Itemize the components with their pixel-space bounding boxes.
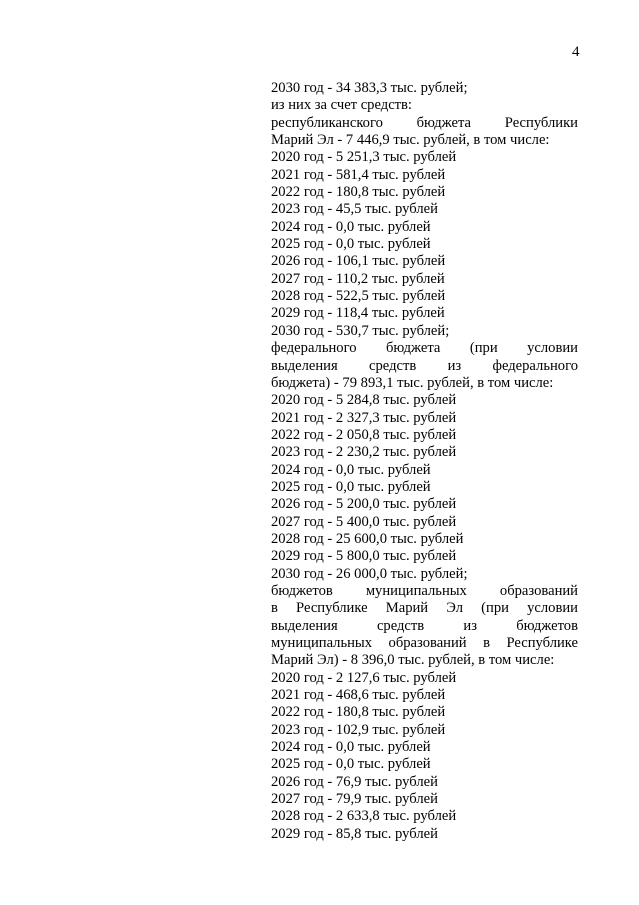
text-line: 2025 год - 0,0 тыс. рублей	[271, 478, 431, 495]
text-line: 2024 год - 0,0 тыс. рублей	[271, 218, 431, 235]
text-line: муниципальных образований в Республике	[271, 635, 578, 651]
text-line: федерального бюджета (при условии	[271, 340, 578, 357]
text-line: 2030 год - 530,7 тыс. рублей;	[271, 322, 450, 339]
text-line: 2023 год - 2 230,2 тыс. рублей	[271, 444, 457, 461]
text-line: 2022 год - 180,8 тыс. рублей	[271, 184, 446, 201]
text-line: из них за счет средств:	[271, 97, 412, 114]
text-line: 2029 год - 85,8 тыс. рублей	[271, 825, 438, 842]
text-line: 2029 год - 5 800,0 тыс. рублей	[271, 548, 457, 565]
text-line: 2025 год - 0,0 тыс. рублей	[271, 756, 431, 773]
text-line: 2020 год - 5 284,8 тыс. рублей	[271, 392, 457, 409]
text-line: бюджета) - 79 893,1 тыс. рублей, в том числе:	[271, 374, 554, 391]
text-line: 2021 год - 581,4 тыс. рублей	[271, 166, 446, 183]
text-line: 2027 год - 5 400,0 тыс. рублей	[271, 513, 457, 530]
text-line: 2028 год - 522,5 тыс. рублей	[271, 288, 446, 305]
text-line: 2021 год - 468,6 тыс. рублей	[271, 687, 446, 704]
text-line: 2023 год - 102,9 тыс. рублей	[271, 721, 446, 738]
text-line: 2022 год - 180,8 тыс. рублей	[271, 704, 446, 721]
text-line: 2030 год - 34 383,3 тыс. рублей;	[271, 80, 468, 96]
text-line: 2026 год - 76,9 тыс. рублей	[271, 773, 438, 790]
text-line: 2026 год - 5 200,0 тыс. рублей	[271, 496, 457, 513]
text-line: выделения средств из федерального	[271, 357, 578, 374]
text-line: Марий Эл) - 8 396,0 тыс. рублей, в том числе:	[271, 652, 555, 669]
text-line: 2021 год - 2 327,3 тыс. рублей	[271, 409, 457, 426]
text-line: Марий Эл - 7 446,9 тыс. рублей, в том числе:	[271, 132, 550, 149]
text-line: 2028 год - 2 633,8 тыс. рублей	[271, 808, 457, 825]
text-line: 2022 год - 2 050,8 тыс. рублей	[271, 426, 457, 443]
funding-text-block	[271, 80, 578, 843]
text-line: 2026 год - 106,1 тыс. рублей	[271, 253, 446, 270]
page-number: 4	[572, 44, 580, 60]
text-line: 2027 год - 110,2 тыс. рублей	[271, 270, 445, 287]
text-line: 2025 год - 0,0 тыс. рублей	[271, 236, 431, 253]
text-line: 2029 год - 118,4 тыс. рублей	[271, 305, 445, 322]
text-line: 2030 год - 26 000,0 тыс. рублей;	[271, 565, 468, 582]
text-line: 2023 год - 45,5 тыс. рублей	[271, 201, 438, 218]
text-line: 2020 год - 5 251,3 тыс. рублей	[271, 149, 457, 166]
text-line: 2024 год - 0,0 тыс. рублей	[271, 461, 431, 478]
text-line: 2028 год - 25 600,0 тыс. рублей	[271, 530, 464, 547]
text-line: 2020 год - 2 127,6 тыс. рублей	[271, 669, 457, 686]
text-line: выделения средств из бюджетов	[271, 617, 578, 634]
text-line: республиканского бюджета Республики	[271, 114, 578, 131]
text-line: 2027 год - 79,9 тыс. рублей	[271, 791, 438, 808]
text-line: 2024 год - 0,0 тыс. рублей	[271, 739, 431, 756]
text-line: бюджетов муниципальных образований	[271, 582, 578, 599]
text-line: в Республике Марий Эл (при условии	[271, 600, 578, 617]
